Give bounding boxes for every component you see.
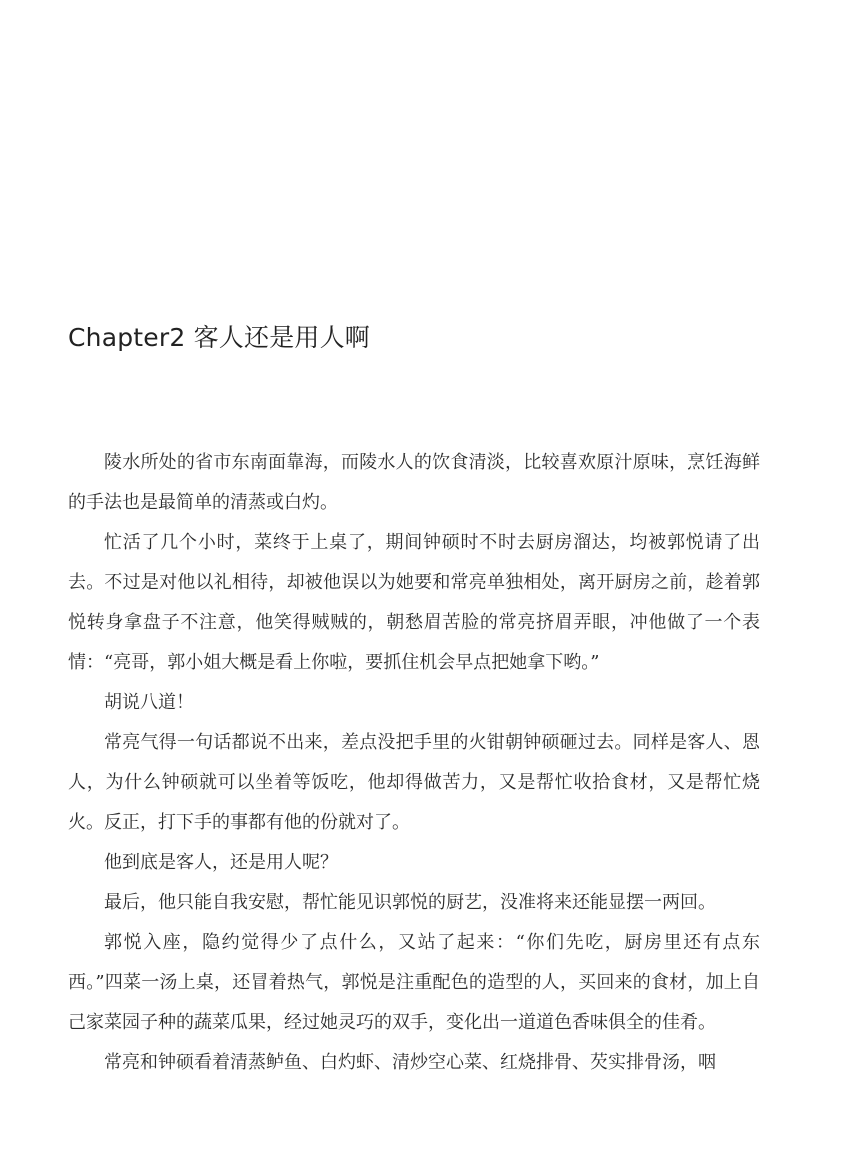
paragraph: 常亮和钟硕看着清蒸鲈鱼、白灼虾、清炒空心菜、红烧排骨、芡实排骨汤，咽 — [104, 1052, 716, 1073]
paragraph: 忙活了几个小时，菜终于上桌了，期间钟硕时不时去厨房溜达，均被郭悦请了出去。不过是对他以礼相待，却被他误以为她要和常亮单独相处，离开厨房之前，趁着郭悦转身拿盘子不注意，他笑得贼贼的，朝愁眉苦脸的常亮挤眉弄眼，冲他做了一个表情：“亮哥，郭小姐大概是看上你啦，要抓住机会早点把她拿下哟。” — [68, 532, 760, 673]
paragraph: 胡说八道！ — [104, 692, 194, 713]
paragraph: 常亮气得一句话都说不出来，差点没把手里的火钳朝钟硕砸过去。同样是客人、恩人，为什么钟硕就可以坐着等饭吃，他却得做苦力，又是帮忙收拾食材，又是帮忙烧火。反正，打下手的事都有他的份就对了。 — [68, 732, 760, 833]
paragraph: 陵水所处的省市东南面靠海，而陵水人的饮食清淡，比较喜欢原汁原味，烹饪海鲜的手法也是最简单的清蒸或白灼。 — [68, 452, 760, 513]
chapter-body — [68, 443, 760, 1083]
paragraph: 郭悦入座，隐约觉得少了点什么，又站了起来：“你们先吃，厨房里还有点东西。”四菜一汤上桌，还冒着热气，郭悦是注重配色的造型的人，买回来的食材，加上自己家菜园子种的蔬菜瓜果，经过她灵巧的双手，变化出一道道色香味俱全的佳肴。 — [68, 932, 760, 1033]
paragraph: 最后，他只能自我安慰，帮忙能见识郭悦的厨艺，没准将来还能显摆一两回。 — [104, 892, 716, 913]
paragraph: 他到底是客人，还是用人呢？ — [104, 852, 338, 873]
chapter-title: Chapter2 客人还是用人啊 — [68, 323, 371, 352]
